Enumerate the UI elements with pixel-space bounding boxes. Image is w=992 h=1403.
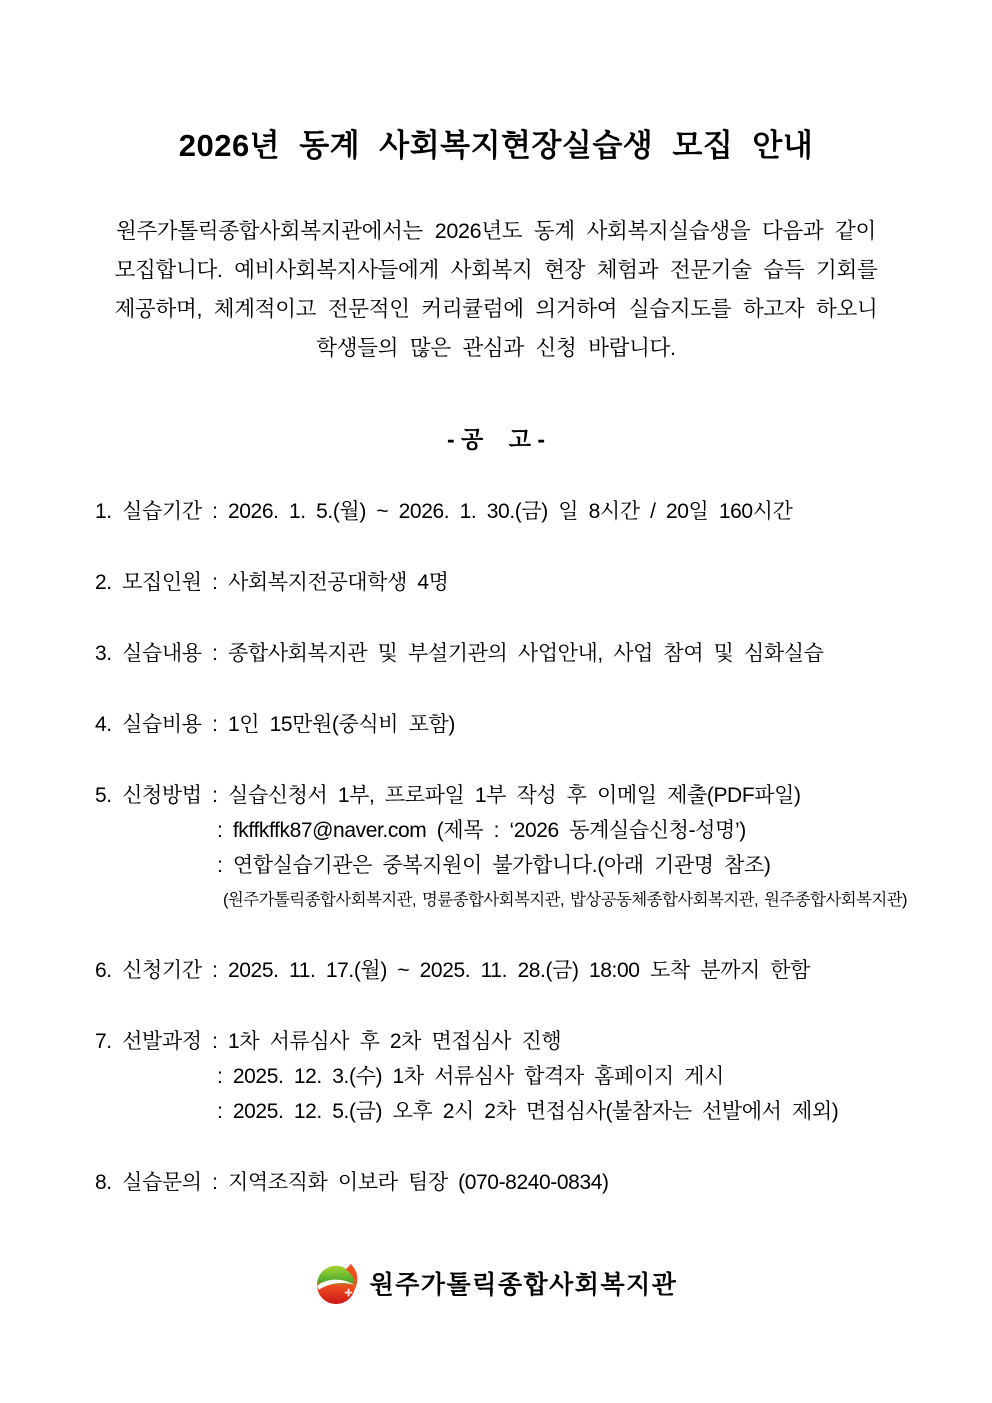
wonju-catholic-welfare-logo-icon bbox=[315, 1260, 361, 1306]
notice-line: : 2025. 12. 5.(금) 오후 2시 2차 면접심사(불참자는 선발에서 제외) bbox=[217, 1100, 839, 1123]
notice-list bbox=[48, 494, 944, 1200]
intro-line: 모집합니다. 예비사회복지사들에게 사회복지 현장 체험과 전문기술 습득 기회를 bbox=[114, 258, 878, 282]
notice-line: : 연합실습기관은 중복지원이 불가합니다.(아래 기관명 참조) bbox=[217, 854, 771, 877]
notice-line: 6. 신청기간 : 2025. 11. 17.(월) ~ 2025. 11. 28.(금) 18:00 도착 분까지 한함 bbox=[95, 959, 811, 982]
notice-line: 7. 선발과정 : 1차 서류심사 후 2차 면접심사 진행 bbox=[95, 1030, 562, 1053]
notice-line: 5. 신청방법 : 실습신청서 1부, 프로파일 1부 작성 후 이메일 제출(PDF파일) bbox=[95, 784, 801, 807]
notice-item-contact bbox=[95, 1165, 944, 1200]
notice-item-selection-process bbox=[95, 1024, 944, 1129]
notice-item-recruit-count bbox=[95, 565, 944, 600]
notice-line: : fkffkffk87@naver.com (제목 : ‘2026 동계실습신청-성명’) bbox=[217, 819, 746, 842]
footer bbox=[48, 1260, 944, 1306]
notice-item-training-period bbox=[95, 494, 944, 529]
intro-line: 학생들의 많은 관심과 신청 바랍니다. bbox=[316, 336, 676, 360]
notice-line: (원주가톨릭종합사회복지관, 명륜종합사회복지관, 밥상공동체종합사회복지관, 원주종합사회복지관) bbox=[223, 891, 907, 909]
intro-line: 제공하며, 체계적이고 전문적인 커리큘럼에 의거하여 실습지도를 하고자 하오니 bbox=[114, 297, 878, 321]
intro-line: 원주가톨릭종합사회복지관에서는 2026년도 동계 사회복지실습생을 다음과 같이 bbox=[115, 219, 876, 243]
notice-item-training-content bbox=[95, 636, 944, 671]
notice-item-application-period bbox=[95, 953, 944, 988]
org-name: 원주가톨릭종합사회복지관 bbox=[369, 1271, 678, 1299]
notice-line: 4. 실습비용 : 1인 15만원(중식비 포함) bbox=[95, 713, 455, 736]
page-title: 2026년 동계 사회복지현장실습생 모집 안내 bbox=[178, 128, 814, 163]
notice-item-training-fee bbox=[95, 707, 944, 742]
notice-line: 8. 실습문의 : 지역조직화 이보라 팀장 (070-8240-0834) bbox=[95, 1171, 609, 1194]
notice-heading: - 공 고 - bbox=[446, 426, 546, 452]
notice-line: 3. 실습내용 : 종합사회복지관 및 부설기관의 사업안내, 사업 참여 및 심화실습 bbox=[95, 642, 824, 665]
notice-line: : 2025. 12. 3.(수) 1차 서류심사 합격자 홈페이지 게시 bbox=[217, 1065, 724, 1088]
intro-paragraph bbox=[48, 212, 944, 368]
notice-item-application-method bbox=[95, 778, 944, 917]
notice-line: 2. 모집인원 : 사회복지전공대학생 4명 bbox=[95, 571, 449, 594]
notice-line: 1. 실습기간 : 2026. 1. 5.(월) ~ 2026. 1. 30.(금) 일 8시간 / 20일 160시간 bbox=[95, 500, 793, 523]
